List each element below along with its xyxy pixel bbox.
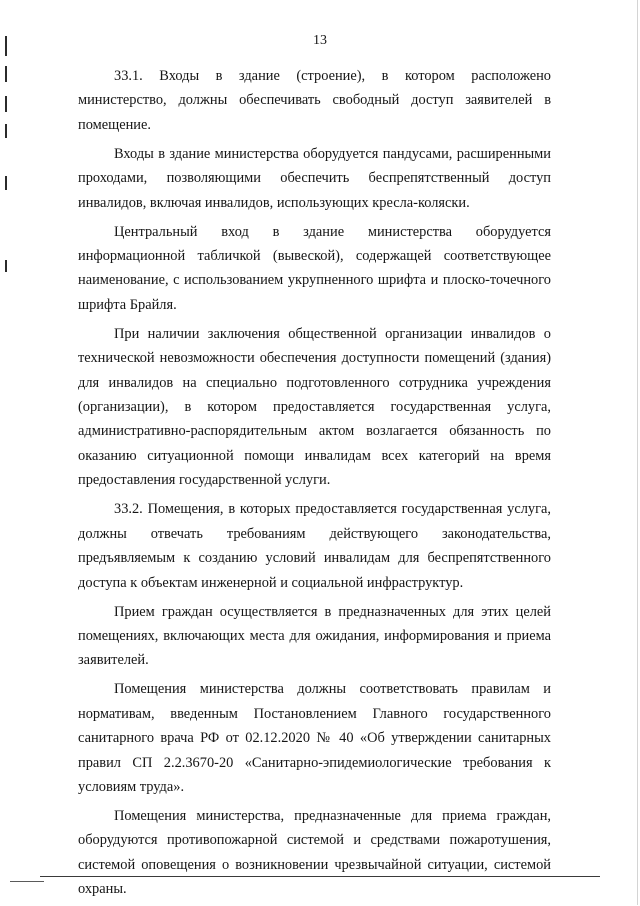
paragraph-fire-safety: Помещения министерства, предназначенные для приема граждан, оборудуются противопожарной системой и средствами пожаротушения, системой оповещения о возникновении чрезвычайной ситуации, системой охраны. [78,807,551,898]
scan-margin-mark [5,66,7,82]
scan-margin-mark [5,176,7,190]
paragraph-entrance-access: 33.1. Входы в здание (строение), в котором расположено министерство, должны обеспечивать свободный доступ заявителей в помещение. [78,68,551,133]
scan-page-edge [637,0,638,905]
scan-bottom-rule [40,876,600,877]
document-body [78,64,551,906]
page-number: 13 [313,33,327,48]
paragraph-situational-assistance: При наличии заключения общественной организации инвалидов о технической невозможности обеспечения доступности помещений (здания) для инвалидов на специально подготовленного сотрудника учреждения (организации), в котором предоставляется государственная услуга, административно-распорядительным актом возлагается обязанность по оказанию ситуационной помощи инвалидам всех категорий на время предоставления государственной услуги. [78,325,551,489]
scan-bottom-mark [10,881,44,882]
paragraph-premises-requirements: 33.2. Помещения, в которых предоставляется государственная услуга, должны отвечать требованиям действующего законодательства, предъявляемым к созданию условий инвалидам для беспрепятственного доступа к объектам инженерной и социальной инфраструктур. [78,501,551,591]
scan-margin-mark [5,96,7,112]
paragraph-central-entrance-sign: Центральный вход в здание министерства оборудуется информационной табличкой (вывеской), содержащей соответствующее наименование, с использованием укрупненного шрифта и плоско-точечного шрифта Брайля. [78,223,551,313]
paragraph-reception-rooms: Прием граждан осуществляется в предназначенных для этих целей помещениях, включающих места для ожидания, информирования и приема заявителей. [78,603,551,669]
paragraph-ramps: Входы в здание министерства оборудуется пандусами, расширенными проходами, позволяющими обеспечить беспрепятственный доступ инвалидов, включая инвалидов, использующих кресла-коляски. [78,145,551,211]
scan-margin-mark [5,124,7,138]
paragraph-sanitary-rules: Помещения министерства должны соответствовать правилам и нормативам, введенным Постановлением Главного государственного санитарного врача РФ от 02.12.2020 № 40 «Об утверждении санитарных правил СП 2.2.3670-20 «Санитарно-эпидемиологические требования к условиям труда». [78,681,551,795]
scan-margin-mark [5,260,7,272]
